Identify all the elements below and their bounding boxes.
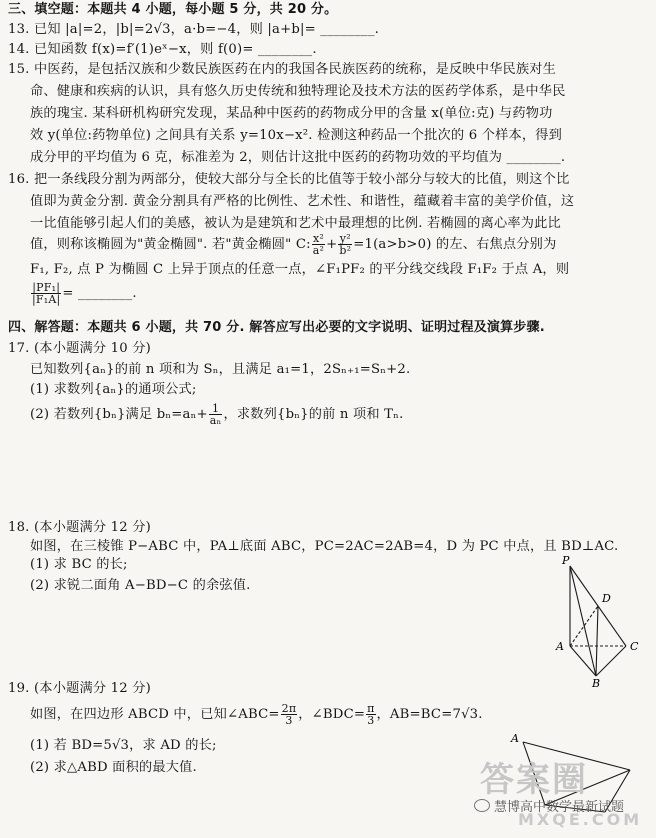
label-B: B — [592, 677, 601, 688]
question-16-line-6 — [30, 280, 648, 308]
two-pi-over-three-fraction: $\frac{2\pi}{3}$ — [281, 702, 297, 727]
brand-text: 慧博高中数学最新试题 — [494, 800, 625, 815]
question-16-line-2: 值即为黄金分割. 黄金分割具有严格的比例性、艺术性、和谐性，蕴藏着丰富的美学价值，这 — [30, 194, 575, 209]
q17-part-2 — [30, 400, 648, 430]
question-16-line-1: 16. 把一条线段分割为两部分，使较大部分与全长的比值等于较小部分与较大的比值，则这个比 — [8, 172, 570, 187]
stamp-watermark: 答案圈 — [480, 760, 588, 800]
q16-line4-before: 值，则称该椭圆为"黄金椭圆". 若"黄金椭圆" C: — [30, 237, 311, 252]
question-16-line-5: F₁, F₂, 点 P 为椭圆 C 上异于顶点的任意一点，∠F₁PF₂ 的平分线交线段 F₁F₂ 于点 A，则 — [30, 262, 570, 277]
plus-sign: + — [326, 237, 338, 252]
label-A: A — [556, 640, 564, 653]
edge-BC — [596, 646, 626, 676]
wechat-icon — [474, 799, 490, 812]
brand-watermark — [474, 796, 624, 815]
q19-part-1: (1) 若 BD=5√3，求 AD 的长; — [30, 738, 217, 753]
question-15-line-3: 族的瑰宝. 某科研机构研究发现，某品种中医药的药物成分甲的含量 x(单位:克) 与药物功 — [30, 106, 553, 121]
one-over-an-fraction: $\frac{1}{\text{aₙ}}$ — [209, 402, 222, 427]
label-A: A — [511, 732, 519, 745]
question-15-line-1: 15. 中医药，是包括汉族和少数民族医药在内的我国各民族医药的统称，是反映中华民族对生 — [8, 62, 557, 77]
q17-part2-before: (2) 若数列{bₙ}满足 bₙ=aₙ+ — [30, 407, 208, 422]
question-13: 13. 已知 |a|=2，|b|=2√3，a·b=−4，则 |a+b|= ________. — [8, 22, 380, 37]
q18-part-2: (2) 求锐二面角 A−BD−C 的余弦值. — [30, 578, 251, 593]
q19-part-2: (2) 求△ABD 面积的最大值. — [30, 760, 197, 775]
ellipse-y-fraction: $\frac{\text{y²}}{\text{b²}}$ — [339, 232, 352, 257]
q16-line4-after: =1(a>b>0) 的左、右焦点分别为 — [353, 237, 557, 252]
edge-PB — [570, 566, 596, 676]
question-15-line-2: 命、健康和疾病的认识，具有悠久历史传统和独特理论及技术方法的医药学体系，是中华民 — [30, 84, 566, 99]
label-P: P — [562, 556, 570, 567]
q17-title: 17. (本小题满分 10 分) — [8, 341, 151, 356]
pf1-over-f1a-fraction: $\frac{\text{|PF₁|}}{\text{|F₁A|}}$ — [32, 281, 61, 306]
section4-heading: 四、解答题：本题共 6 小题，共 70 分. 解答应写出必要的文字说明、证明过程及演算步骤. — [8, 320, 545, 335]
section3-heading: 三、填空题：本题共 4 小题，每小题 5 分，共 20 分。 — [8, 2, 338, 17]
question-15-line-5: 成分甲的平均值为 6 克，标准差为 2，则估计这批中医药的药物功效的平均值为 ________. — [30, 150, 566, 165]
question-15-line-4: 效 y(单位:药物单位) 之间具有关系 y=10x−x². 检测这种药品一个批次的 6 个样本，得到 — [30, 128, 563, 143]
q16-answer-blank: = ________. — [62, 286, 137, 301]
q17-part-1: (1) 求数列{aₙ}的通项公式; — [30, 382, 197, 397]
q18-title: 18. (本小题满分 12 分) — [8, 520, 151, 535]
question-16-line-3: 一比值能够引起人们的美感，被认为是建筑和艺术中最理想的比例. 若椭圆的离心率为此比 — [30, 216, 561, 231]
label-C: C — [630, 640, 639, 653]
segment-BD — [596, 606, 598, 676]
ellipse-x-fraction: $\frac{\text{x²}}{\text{a²}}$ — [312, 232, 325, 257]
q18-stem: 如图，在三棱锥 P−ABC 中，PA⊥底面 ABC，PC=2AC=2AB=4，D 为 PC 中点，且 BD⊥AC. — [30, 539, 619, 554]
label-D: D — [602, 592, 611, 605]
q17-part2-after: ，求数列{bₙ}的前 n 项和 Tₙ. — [223, 407, 404, 422]
question-14: 14. 已知函数 f(x)=f′(1)eˣ−x，则 f(0)= ________. — [8, 42, 317, 57]
q19-stem — [30, 700, 648, 730]
tetrahedron-figure — [548, 556, 648, 688]
question-16-line-4 — [30, 232, 648, 258]
pi-over-three-fraction: $\frac{\pi}{3}$ — [367, 702, 375, 727]
q19-title: 19. (本小题满分 12 分) — [8, 681, 151, 696]
q19-stem-after: ，AB=BC=7√3. — [376, 707, 483, 722]
q19-stem-mid: ，∠BDC= — [298, 707, 366, 722]
q19-stem-before: 如图，在四边形 ABCD 中，已知∠ABC= — [30, 707, 280, 722]
site-watermark: MXQE.COM — [518, 810, 643, 829]
q18-part-1: (1) 求 BC 的长; — [30, 557, 128, 572]
q17-stem: 已知数列{aₙ}的前 n 项和为 Sₙ，且满足 a₁=1，2Sₙ₊₁=Sₙ+2. — [30, 362, 411, 377]
